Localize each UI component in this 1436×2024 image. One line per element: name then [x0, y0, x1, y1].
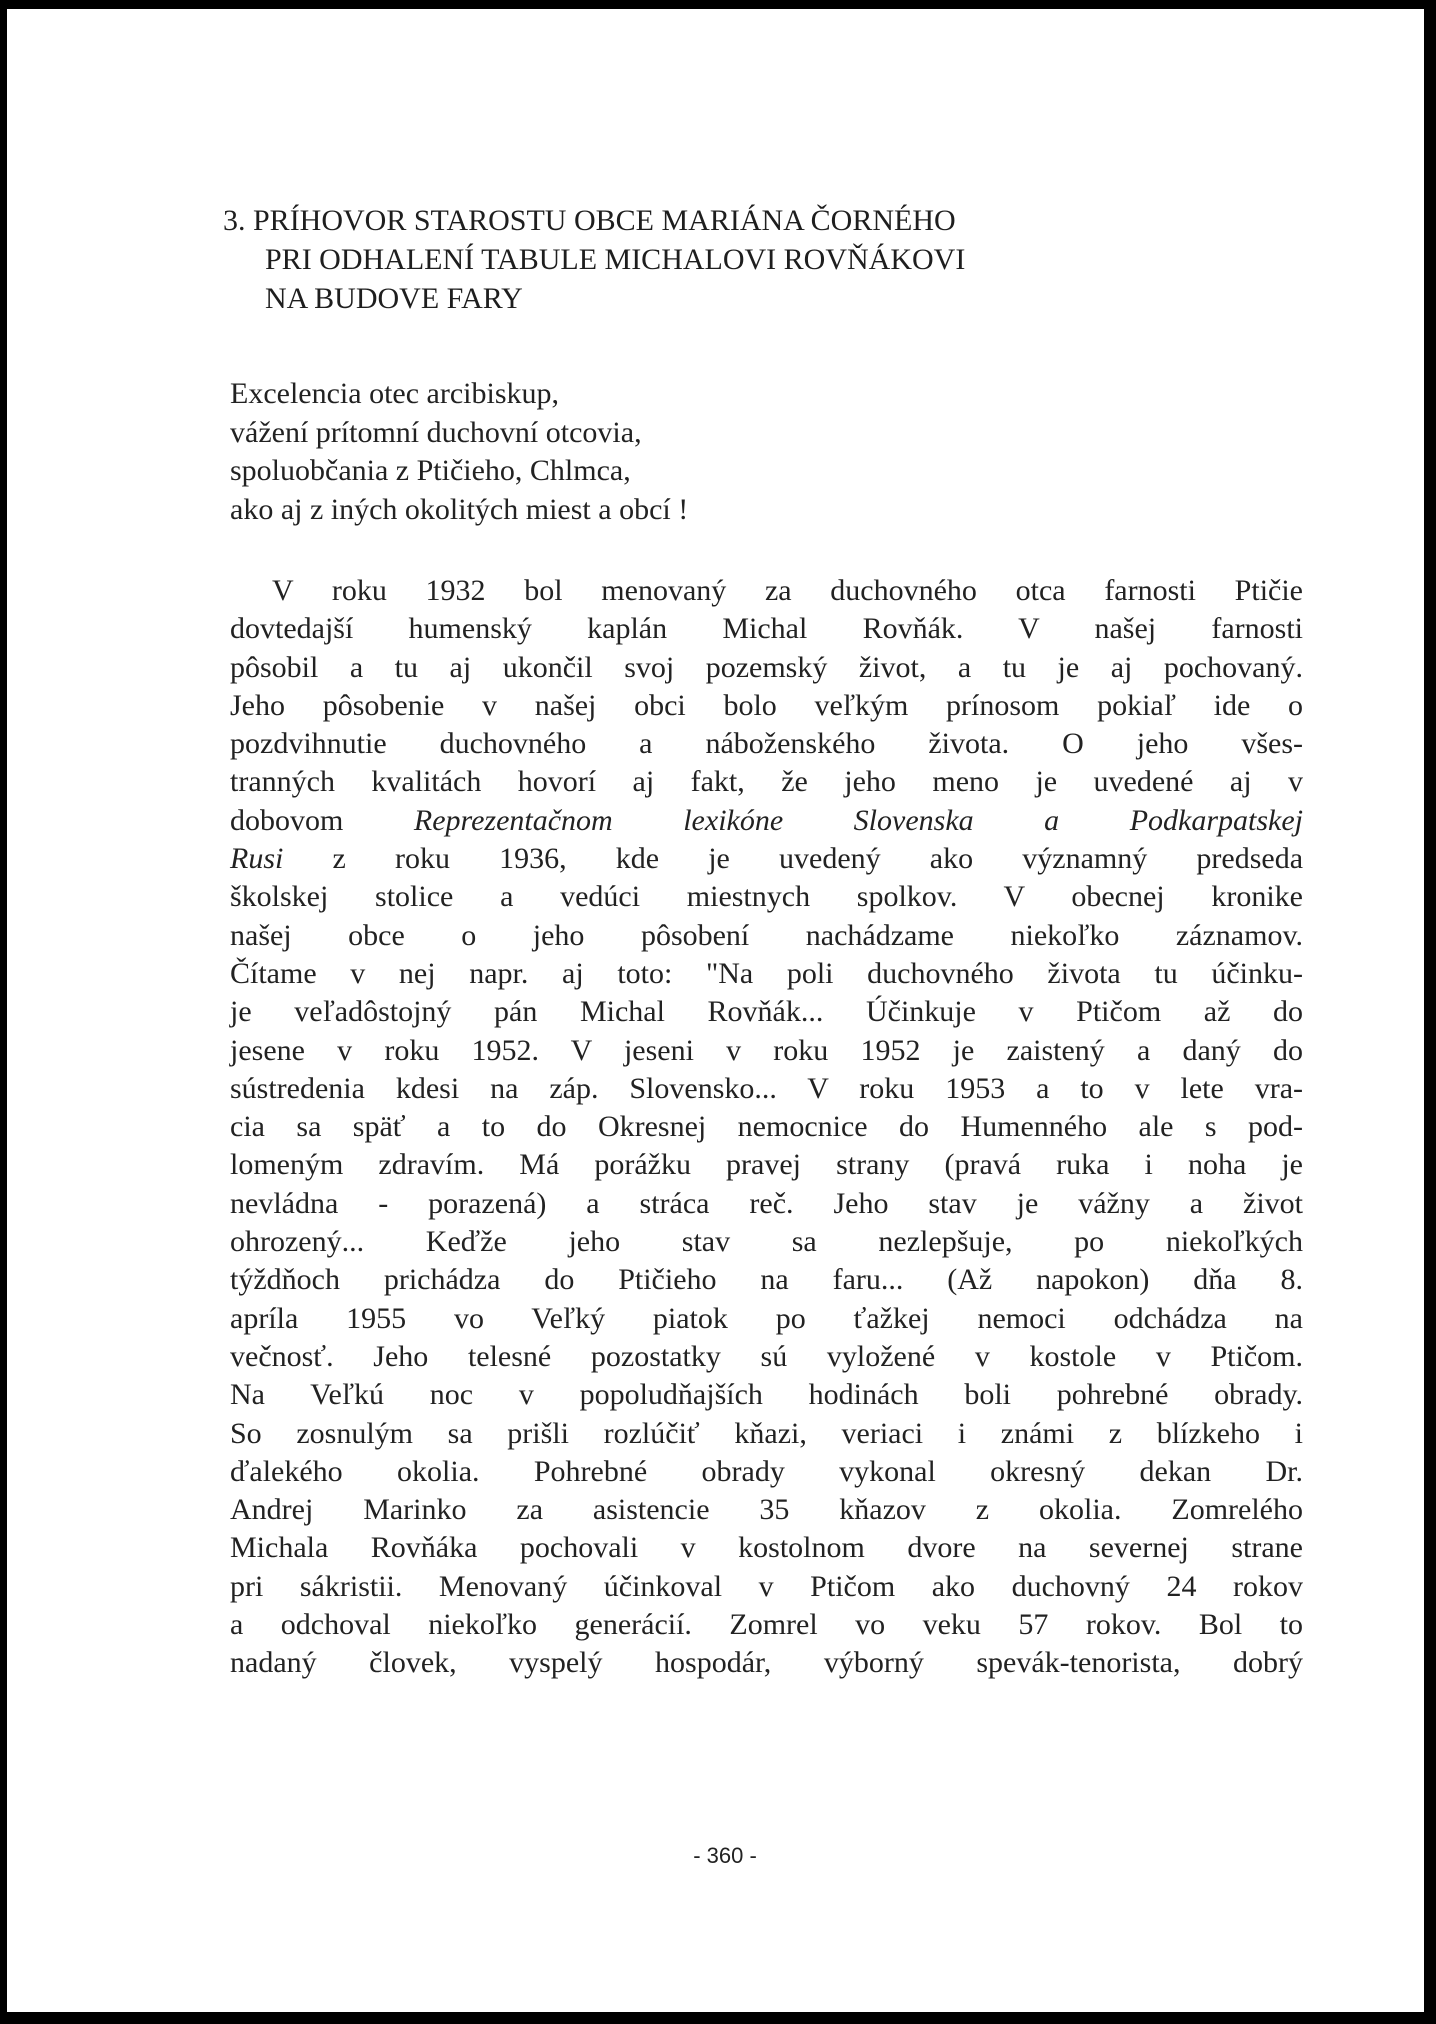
body-line: lomeným zdravím. Má porážku pravej strany (pravá ruka i noha je — [230, 1148, 1303, 1182]
body-line: je veľadôstojný pán Michal Rovňák... Účinkuje v Ptičom až do — [230, 995, 1303, 1029]
body-line: týždňoch prichádza do Ptičieho na faru... (Až napokon) dňa 8. — [230, 1263, 1303, 1297]
body-line — [230, 802, 1303, 840]
body-line: a odchoval niekoľko generácií. Zomrel vo veku 57 rokov. Bol to — [230, 1608, 1303, 1642]
greeting-line: spoluobčania z Ptičieho, Chlmca, — [230, 454, 631, 487]
body-line: V roku 1932 bol menovaný za duchovného otca farnosti Ptičie — [272, 574, 1303, 607]
body-line: Na Veľkú noc v popoludňajších hodinách boli pohrebné obrady. — [230, 1378, 1303, 1412]
body-line: Čítame v nej napr. aj toto: "Na poli duchovného života tu účinku- — [230, 956, 1303, 990]
body-line: pôsobil a tu aj ukončil svoj pozemský život, a tu je aj pochovaný. — [230, 650, 1303, 684]
body-line: Michala Rovňáka pochovali v kostolnom dvore na severnej strane — [230, 1531, 1303, 1565]
greeting-line: Excelencia otec arcibiskup, — [230, 377, 560, 410]
greeting-line: vážení prítomní duchovní otcovia, — [230, 415, 642, 449]
greeting-line: ako aj z iných okolitých miest a obcí ! — [230, 492, 689, 526]
body-line: pri sákristii. Menovaný účinkoval v Ptičom ako duchovný 24 rokov — [230, 1569, 1303, 1603]
body-line: večnosť. Jeho telesné pozostatky sú vyložené v kostole v Ptičom. — [230, 1339, 1303, 1373]
chapter-heading — [223, 201, 1223, 318]
greeting-block — [230, 375, 930, 529]
body-line: Andrej Marinko za asistencie 35 kňazov z okolia. Zomrelého — [230, 1493, 1303, 1527]
heading-line: 3. PRÍHOVOR STAROSTU OBCE MARIÁNA ČORNÉHO — [223, 204, 956, 237]
body-line: jesene v roku 1952. V jeseni v roku 1952 je zaistený a daný do — [230, 1033, 1303, 1067]
body-text-run: z roku 1936, kde je uvedený ako významný predseda — [332, 842, 1304, 876]
body-line: sústredenia kdesi na záp. Slovensko... V roku 1953 a to v lete vra- — [230, 1071, 1303, 1105]
heading-line: NA BUDOVE FARY — [265, 282, 523, 315]
body-line: ohrozený... Keďže jeho stav sa nezlepšuje, po niekoľkých — [230, 1225, 1303, 1259]
speech-body — [230, 572, 1303, 1683]
body-line: tranných kvalitách hovorí aj fakt, že jeho meno je uvedené aj v — [230, 765, 1303, 799]
body-line: školskej stolice a vedúci miestnych spolkov. V obecnej kronike — [230, 880, 1303, 914]
body-line: nevládna - porazená) a stráca reč. Jeho stav je vážny a život — [230, 1186, 1303, 1220]
body-line: dovtedajší humenský kaplán Michal Rovňák. V našej farnosti — [230, 612, 1303, 646]
body-line: So zosnulým sa prišli rozlúčiť kňazi, veriaci i známi z blízkeho i — [230, 1416, 1303, 1450]
body-line: Jeho pôsobenie v našej obci bolo veľkým prínosom pokiaľ ide o — [230, 688, 1303, 722]
body-line — [230, 840, 1303, 878]
page-number: - 360 - — [693, 1843, 757, 1868]
heading-line: PRI ODHALENÍ TABULE MICHALOVI ROVŇÁKOVI — [265, 243, 966, 276]
body-line: ďalekého okolia. Pohrebné obrady vykonal okresný dekan Dr. — [230, 1454, 1303, 1488]
lexicon-title-italic: Rusi — [230, 842, 284, 876]
body-line: nadaný človek, vyspelý hospodár, výborný spevák-tenorista, dobrý — [230, 1646, 1303, 1680]
body-line: pozdvihnutie duchovného a náboženského života. O jeho všes- — [230, 727, 1303, 761]
body-line: apríla 1955 vo Veľký piatok po ťažkej nemoci odchádza na — [230, 1301, 1303, 1335]
body-line: našej obce o jeho pôsobení nachádzame niekoľko záznamov. — [230, 918, 1303, 952]
body-line: cia sa späť a to do Okresnej nemocnice do Humenného ale s pod- — [230, 1110, 1303, 1144]
body-text-run: dobovom — [230, 803, 344, 837]
lexicon-title-italic: Reprezentačnom lexikóne Slovenska a Podkarpatskej — [413, 803, 1303, 837]
